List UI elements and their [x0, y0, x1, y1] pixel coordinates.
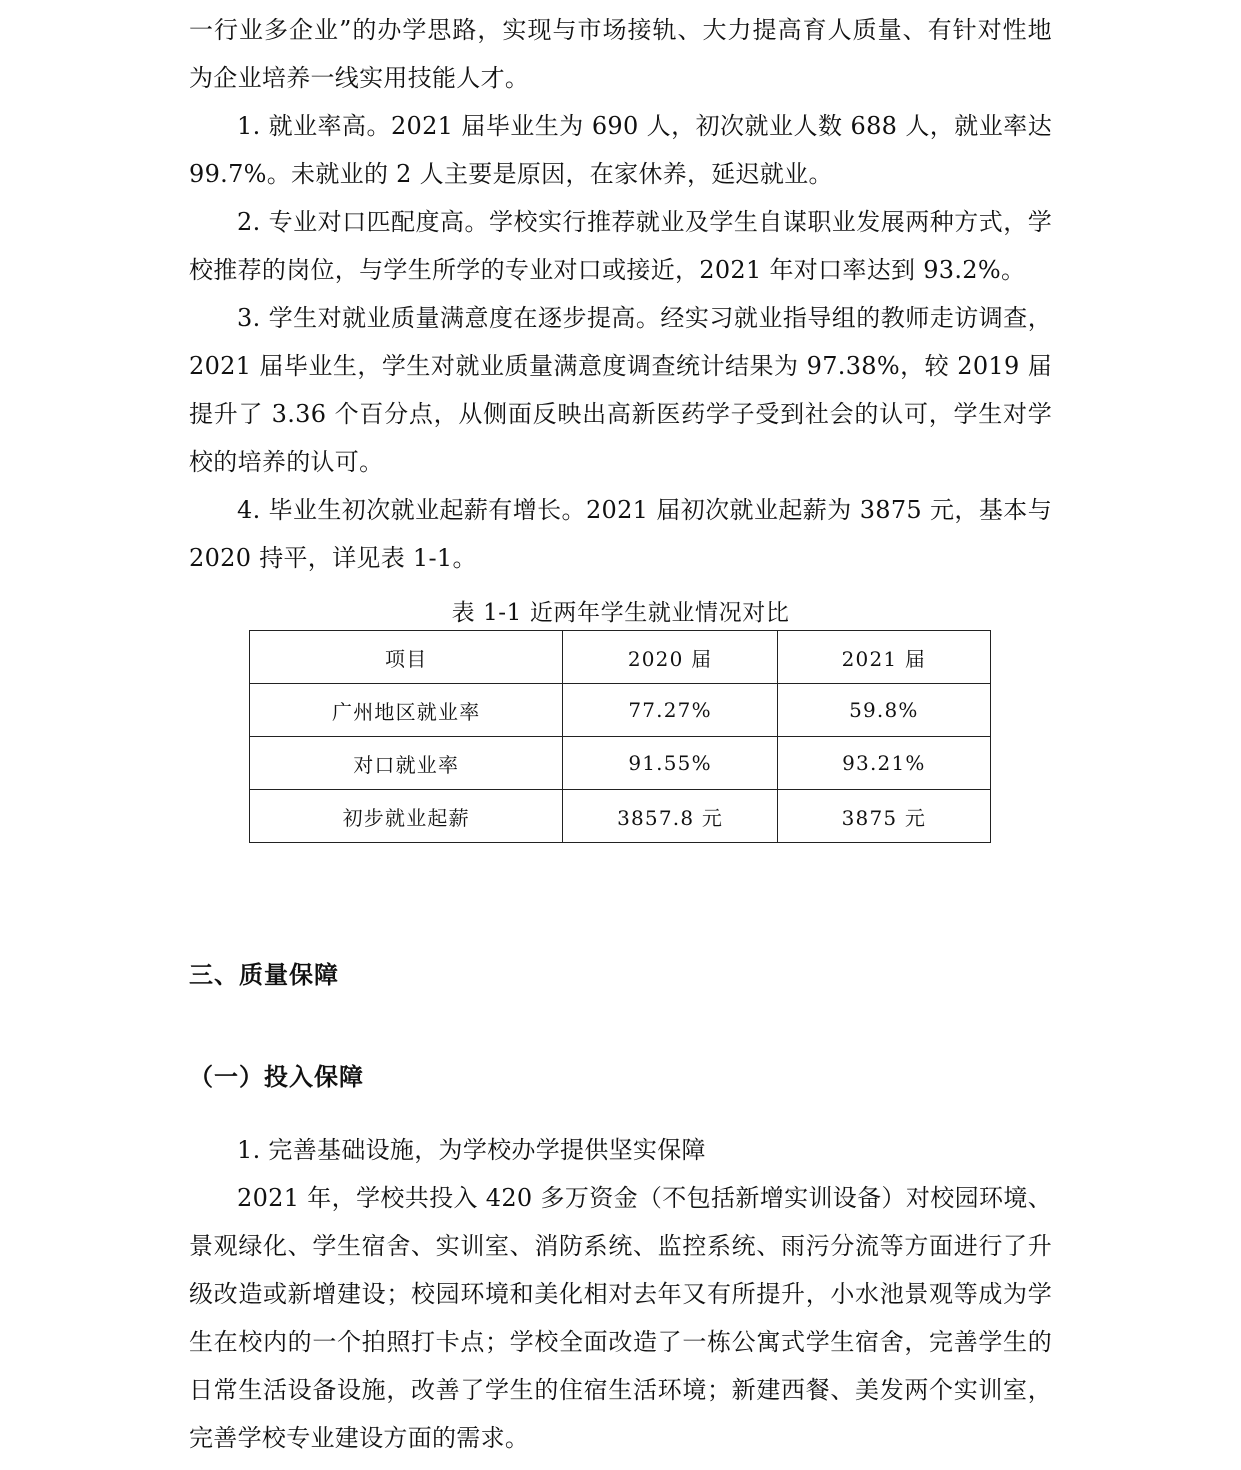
- table-header-cell: 2020 届: [563, 631, 777, 684]
- table-cell: 59.8%: [777, 684, 990, 737]
- table-header-cell: 项目: [250, 631, 563, 684]
- investment-paragraph: 2021 年，学校共投入 420 多万资金（不包括新增实训设备）对校园环境、景观绿化、学生宿舍、实训室、消防系统、监控系统、雨污分流等方面进行了升级改造或新增建设；校园环境和美化相对去年又有所提升，小水池景观等成为学生在校内的一个拍照打卡点；学校全面改造了一栋公寓式学生宿舍，完善学生的日常生活设备设施，改善了学生的住宿生活环境；新建西餐、美发两个实训室，完善学校专业建设方面的需求。: [189, 1184, 1052, 1452]
- table-header-cell: 2021 届: [777, 631, 990, 684]
- table-caption: 表 1-1 近两年学生就业情况对比: [451, 600, 790, 626]
- table-cell: 3857.8 元: [563, 790, 777, 843]
- point-title: 1. 完善基础设施，为学校办学提供坚实保障: [237, 1136, 706, 1164]
- point-satisfaction: 3. 学生对就业质量满意度在逐步提高。经实习就业指导组的教师走访调查，2021 届毕业生，学生对就业质量满意度调查统计结果为 97.38%，较 2019 届提升了 3.36 个百分点，从侧面反映出高新医药学子受到社会的认可，学生对学校的培养的认可。: [189, 304, 1052, 476]
- section-heading: 三、质量保障: [189, 961, 339, 989]
- table-cell: 91.55%: [563, 737, 777, 790]
- table-cell: 初步就业起薪: [250, 790, 563, 843]
- document-page: [189, 0, 1052, 1452]
- table-cell: 广州地区就业率: [250, 684, 563, 737]
- body-block: [189, 1174, 1052, 1462]
- table-row: [250, 737, 991, 790]
- table-cell: 3875 元: [777, 790, 990, 843]
- table-row: [250, 684, 991, 737]
- table-header-row: [250, 631, 991, 684]
- point-major-match: 2. 专业对口匹配度高。学校实行推荐就业及学生自谋职业发展两种方式，学校推荐的岗位，与学生所学的专业对口或接近，2021 年对口率达到 93.2%。: [189, 208, 1052, 284]
- intro-paragraph: 一行业多企业”的办学思路，实现与市场接轨、大力提高育人质量、有针对性地为企业培养一线实用技能人才。: [189, 16, 1052, 92]
- employment-comparison-table: [249, 630, 991, 843]
- table-cell: 93.21%: [777, 737, 990, 790]
- point-employment-rate: 1. 就业率高。2021 届毕业生为 690 人，初次就业人数 688 人，就业率达 99.7%。未就业的 2 人主要是原因，在家休养，延迟就业。: [189, 112, 1052, 188]
- table-cell: 77.27%: [563, 684, 777, 737]
- table-cell: 对口就业率: [250, 737, 563, 790]
- point-starting-salary: 4. 毕业生初次就业起薪有增长。2021 届初次就业起薪为 3875 元，基本与 2020 持平，详见表 1-1。: [189, 496, 1052, 572]
- sub-heading: （一）投入保障: [189, 1063, 364, 1091]
- table-row: [250, 790, 991, 843]
